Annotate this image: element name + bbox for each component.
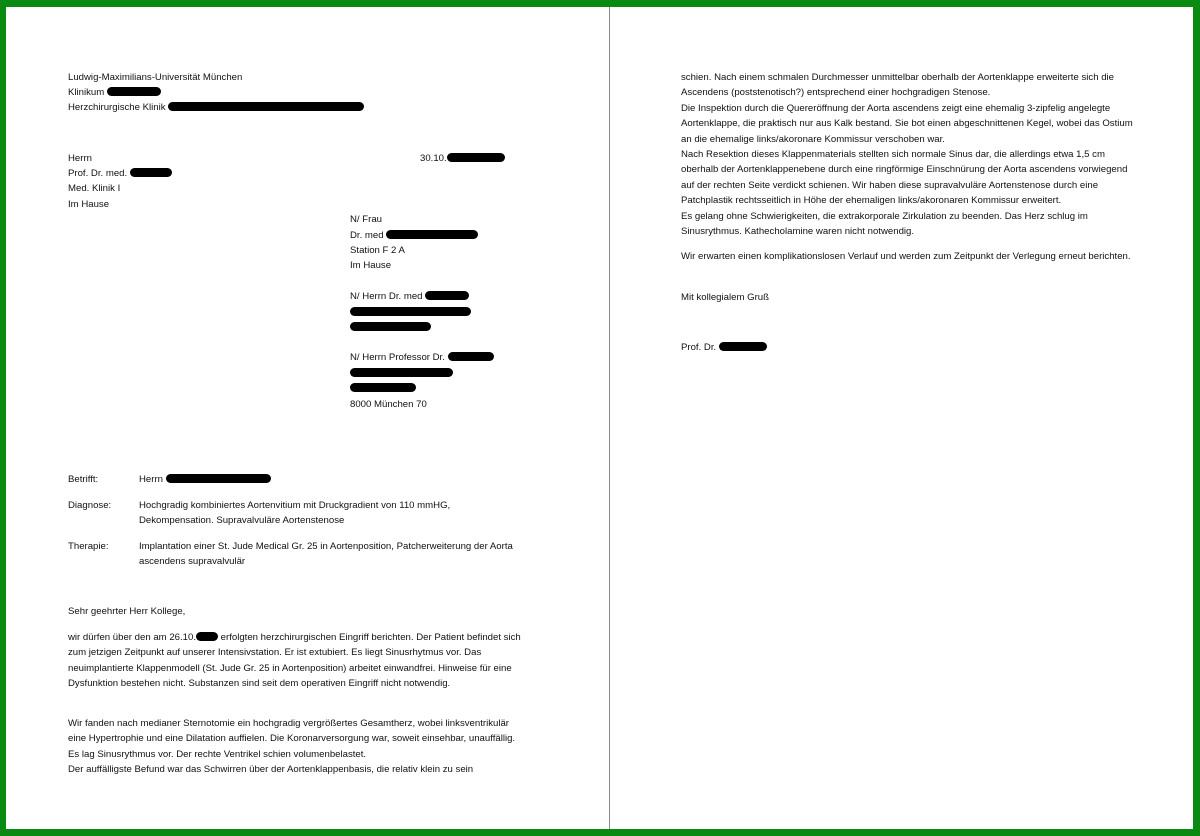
cc-one-line-1: N/ Frau (350, 214, 382, 225)
body-right-paragraph-5: Wir erwarten einen komplikationslosen Verlauf und werden zum Zeitpunkt der Verlegung erneut berichten. (681, 251, 1131, 262)
recipient-location: Im Hause (68, 199, 110, 210)
diagnose-label: Diagnose: (68, 500, 112, 511)
redaction-bar (448, 352, 494, 361)
redaction-bar (107, 87, 161, 96)
letter-date: 30.10. (420, 152, 505, 165)
body-paragraph-1: wir dürfen über den am 26.10. erfolgten herzchirurgischen Eingriff berichten. Der Patient befindet sich zum jetzigen Zeitpunkt auf unserer Intensivstation. Er ist extubiert. Es liegt Sinusrhytmus vor. Das neuimplantierte Klappenmodell (St. Jude Gr. 25 in Aortenposition) arbeitet einwandfrei. Hinweise für eine Dysfunktion bestehen nicht. Substanzen sind seit dem operativen Eingriff nicht notwendig. (68, 632, 521, 690)
cc-three-line-1: N/ Herrn Professor Dr. (350, 351, 494, 364)
body-right-paragraph-1: schien. Nach einem schmalen Durchmesser unmittelbar oberhalb der Aortenklappe erweiterte sich die Ascendens (poststenotisch?) entsprechend einer hochgradigen Stenose. (681, 72, 1115, 99)
header-university: Ludwig-Maximilians-Universität München (68, 72, 243, 83)
therapie-label: Therapie: (68, 541, 109, 552)
cc-city: 8000 München 70 (350, 399, 427, 410)
redaction-bar (425, 291, 469, 300)
cc-one-line-2: Dr. med (350, 229, 478, 242)
cc-two-line-1: N/ Herrn Dr. med (350, 290, 469, 303)
redaction-bar (447, 153, 505, 162)
header-klinik: Herzchirurgische Klinik (68, 101, 364, 114)
redaction-bar (196, 632, 218, 641)
diagnose-value: Hochgradig kombiniertes Aortenvitium mit Druckgradient von 110 mmHG, Dekompensation. Supravalvuläre Aortenstenose (139, 500, 451, 527)
therapie-value: Implantation einer St. Jude Medical Gr. 25 in Aortenposition, Patcherweiterung der Aorta ascendens supravalvulär (139, 541, 513, 568)
greeting: Sehr geehrter Herr Kollege, (68, 606, 186, 617)
body-right-paragraph-2: Die Inspektion durch die Quereröffnung der Aorta ascendens zeigt eine ehemalig 3-zipfelig angelegte Aortenklappe, die praktisch nur aus Kalk bestand. Sie bot einen abgeschnittenen Kegel, wobei das Ostium an die ehemalige links/akoronare Kommissur verschoben war. (681, 103, 1133, 145)
redaction-bar (350, 383, 416, 392)
redaction-bar (350, 307, 471, 316)
recipient-salutation: Herrn (68, 153, 92, 164)
signature: Prof. Dr. (681, 341, 767, 354)
betrifft-label: Betrifft: (68, 474, 99, 485)
redaction-bar (168, 102, 364, 111)
body-right-paragraph-4: Es gelang ohne Schwierigkeiten, die extrakorporale Zirkulation zu beenden. Das Herz schlug im Sinusrythmus. Kathecholamine waren nicht notwendig. (681, 211, 1088, 238)
body-right-paragraph-3: Nach Resektion dieses Klappenmaterials stellten sich normale Sinus dar, die allerdings etwa 1,5 cm oberhalb der Aortenklappenebene durch eine ringförmige Einschnürung der Aorta ascendens vorwiegend auf der rechten Seite verdickt schienen. Wir haben diese supravalvuläre Aortenstenose durch eine Patchplastik rechtsseitlich in Höhe der ehemaligen links/akoronaren Kommissur erweitert. (681, 149, 1128, 207)
letter-page-2 (610, 0, 1193, 836)
redaction-bar (166, 474, 271, 483)
recipient-dept: Med. Klinik I (68, 183, 121, 194)
recipient-name: Prof. Dr. med. (68, 167, 172, 180)
redaction-bar (350, 322, 431, 331)
cc-one-line-4: Im Hause (350, 260, 392, 271)
closing: Mit kollegialem Gruß (681, 292, 769, 303)
redaction-bar (719, 342, 767, 351)
body-paragraph-2: Wir fanden nach medianer Sternotomie ein hochgradig vergrößertes Gesamtherz, wobei linksventrikulär eine Hypertrophie und eine Dilatation auffielen. Die Koronarversorgung war, soweit einsehbar, unauffällig. Es lag Sinusrythmus vor. Der rechte Ventrikel schien volumenbelastet. (68, 718, 516, 760)
header-klinikum: Klinikum (68, 86, 161, 99)
betrifft-value: Herrn (139, 473, 271, 486)
body-paragraph-3: Der auffälligste Befund war das Schwirren über der Aortenklappenbasis, die relativ klein zu sein (68, 764, 474, 775)
cc-one-line-3: Station F 2 A (350, 245, 405, 256)
redaction-bar (130, 168, 172, 177)
redaction-bar (350, 368, 453, 377)
redaction-bar (386, 230, 478, 239)
